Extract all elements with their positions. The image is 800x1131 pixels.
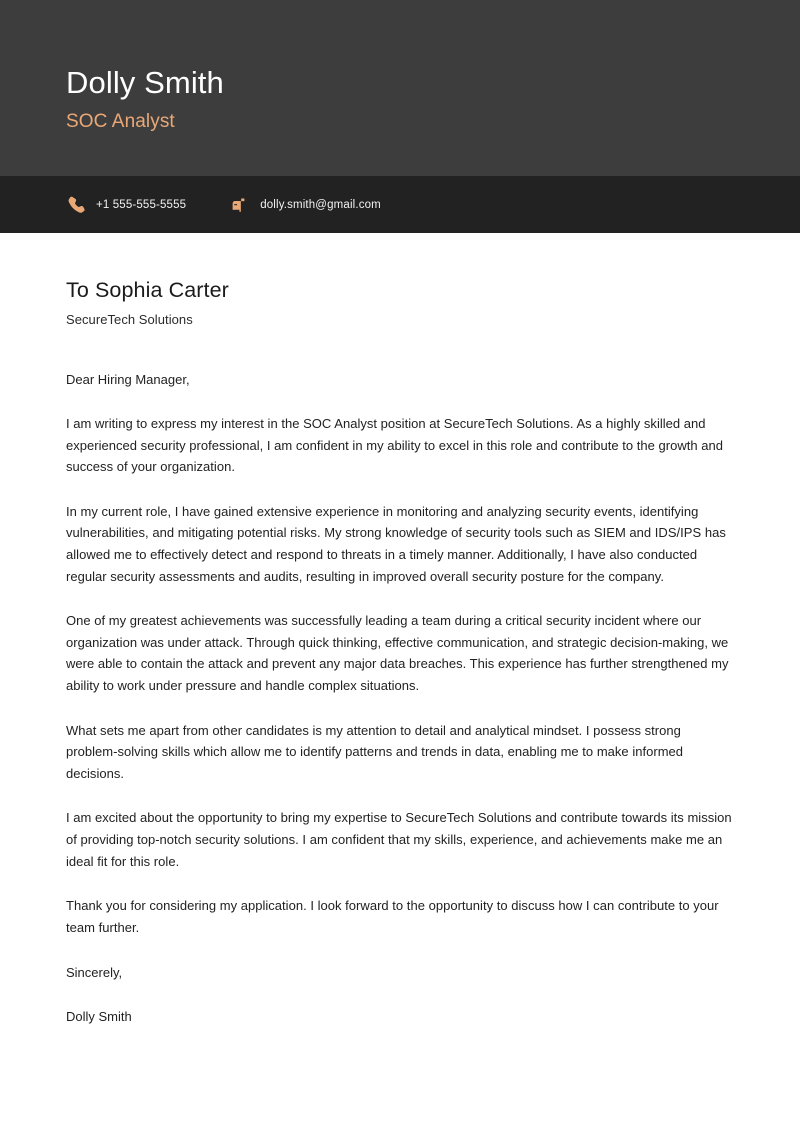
letter-paragraph: Thank you for considering my application. I look forward to the opportunity to discuss how I can contribute to your team further. (66, 898, 719, 935)
salutation: Dear Hiring Manager, (66, 372, 190, 387)
recipient-name: To Sophia Carter (66, 278, 229, 302)
letter-paragraph: What sets me apart from other candidates is my attention to detail and analytical mindset. I possess strong problem-solving skills which allow me to identify patterns and trends in data, enabling me to make informed decisions. (66, 722, 684, 781)
mailbox-icon (230, 195, 250, 215)
candidate-name: Dolly Smith (66, 65, 224, 100)
recipient-company: SecureTech Solutions (66, 312, 193, 327)
contact-bar (0, 176, 800, 233)
letter-paragraph: In my current role, I have gained extensive experience in monitoring and analyzing security events, identifying vulnerabilities, and mitigating potential risks. My strong knowledge of security tools such as SIEM and IDS/IPS has allowed me to effectively detect and respond to threats in a timely manner. Additionally, I have also conducted regular security assessments and audits, resulting in improved overall security posture for the company. (66, 503, 726, 584)
contact-list (66, 176, 381, 233)
letter-body (0, 233, 800, 1027)
phone-icon (66, 195, 86, 215)
letter-content-column (66, 277, 734, 1027)
header-band (0, 0, 800, 176)
contact-item-email[interactable] (230, 176, 381, 233)
letter-paragraph: I am writing to express my interest in the SOC Analyst position at SecureTech Solutions. As a highly skilled and experienced security professional, I am confident in my ability to excel in this role and contribute to the growth and success of your organization. (66, 416, 724, 475)
candidate-job-title: SOC Analyst (66, 111, 175, 132)
closing-salutation: Sincerely, (66, 965, 123, 981)
letter-paragraph: I am excited about the opportunity to bring my expertise to SecureTech Solutions and contribute towards its mission of providing top-notch security solutions. I am confident that my skills, experience, and achievements make me an ideal fit for this role. (66, 810, 732, 869)
signature-name: Dolly Smith (66, 1009, 132, 1025)
letter-body-inner (0, 233, 800, 1027)
letter-paragraph: One of my greatest achievements was successfully leading a team during a critical security incident where our organization was under attack. Through quick thinking, effective communication, and strategic decision-making, we were able to contain the attack and prevent any major data breaches. This experience has further strengthened my ability to work under pressure and handle complex situations. (66, 613, 729, 693)
contact-item-phone[interactable] (66, 176, 186, 233)
contact-email-value: dolly.smith@gmail.com (260, 198, 381, 211)
header-identity (66, 64, 224, 134)
contact-phone-value: +1 555-555-5555 (96, 198, 187, 211)
